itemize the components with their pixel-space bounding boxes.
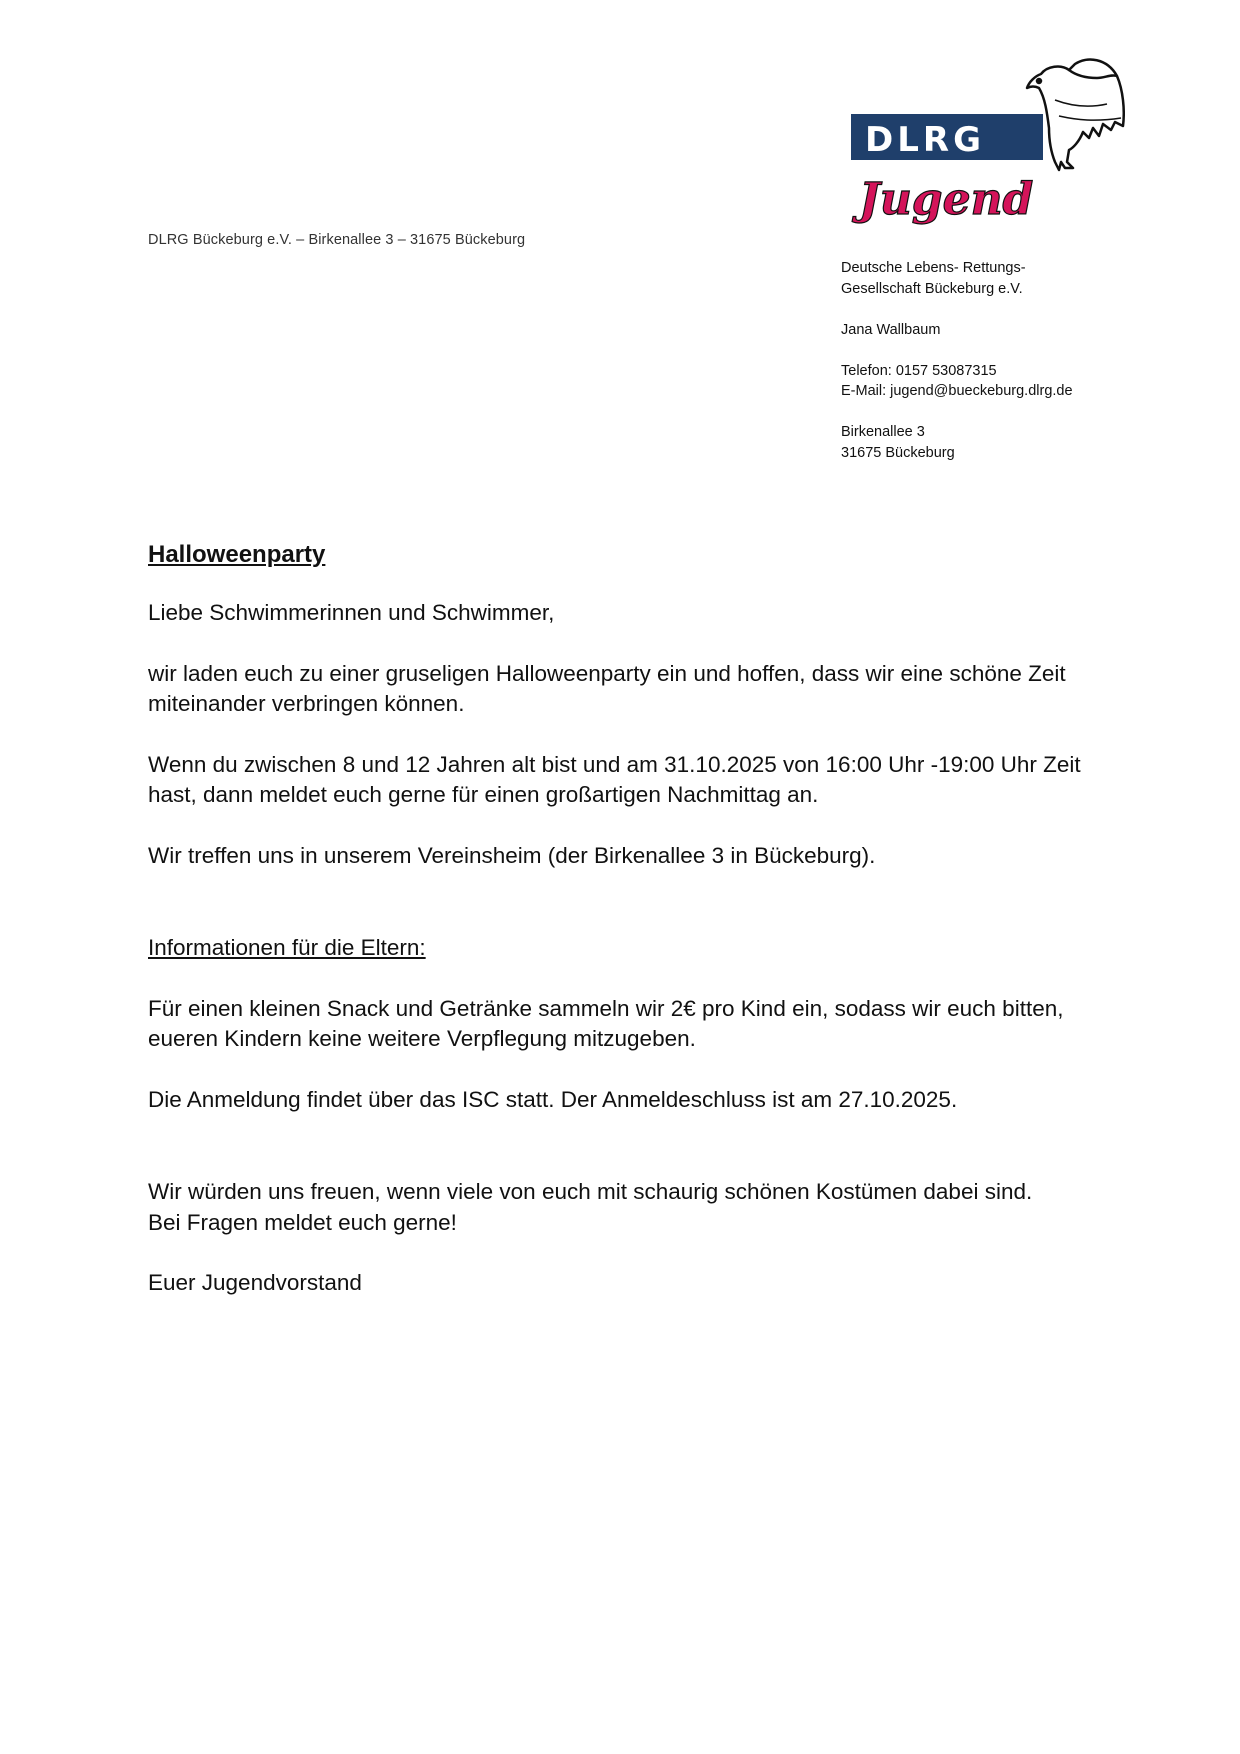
closing-line-2: Bei Fragen meldet euch gerne!: [148, 1209, 457, 1235]
letter-body: [148, 540, 1108, 1329]
contact-person: Jana Wallbaum: [841, 321, 941, 338]
contact-street: Birkenallee 3: [841, 424, 925, 440]
paragraph-date-time: Wenn du zwischen 8 und 12 Jahren alt bist und am 31.10.2025 von 16:00 Uhr -19:00 Uhr Zeit hast, dann meldet euch gerne für einen großartigen Nachmittag an.: [148, 751, 1081, 807]
contact-email: E-Mail: jugend@bueckeburg.dlrg.de: [841, 383, 1073, 399]
letter-title: Halloweenparty: [148, 541, 326, 568]
paragraph-registration: Die Anmeldung findet über das ISC statt. Der Anmeldeschluss ist am 27.10.2025.: [148, 1086, 958, 1112]
org-name-line2: Gesellschaft Bückeburg e.V.: [841, 280, 1023, 297]
closing-line-1: Wir würden uns freuen, wenn viele von euch mit schaurig schönen Kostümen dabei sind.: [148, 1179, 1033, 1204]
parents-heading: Informationen für die Eltern:: [148, 935, 426, 960]
greeting: Liebe Schwimmerinnen und Schwimmer,: [148, 600, 555, 625]
dlrg-jugend-logo: [845, 48, 1125, 234]
contact-city: 31675 Bückeburg: [841, 444, 955, 461]
paragraph-location: Wir treffen uns in unserem Vereinsheim (der Birkenallee 3 in Bückeburg).: [148, 842, 876, 868]
paragraph-invitation: wir laden euch zu einer gruseligen Halloweenparty ein und hoffen, dass wir eine schöne Zeit miteinander verbringen können.: [148, 660, 1066, 716]
contact-block: [841, 258, 1073, 463]
logo-text-dlrg: DLRG: [865, 120, 985, 160]
sender-address-line: DLRG Bückeburg e.V. – Birkenallee 3 – 31675 Bückeburg: [148, 232, 526, 248]
signature: Euer Jugendvorstand: [148, 1270, 362, 1295]
contact-phone: Telefon: 0157 53087315: [841, 362, 997, 379]
paragraph-snack: Für einen kleinen Snack und Getränke sammeln wir 2€ pro Kind ein, sodass wir euch bitten, eueren Kindern keine weitere Verpflegung mitzugeben.: [148, 995, 1064, 1051]
logo-text-jugend: Jugend: [859, 174, 1034, 225]
org-name-line1: Deutsche Lebens- Rettungs-: [841, 260, 1026, 276]
